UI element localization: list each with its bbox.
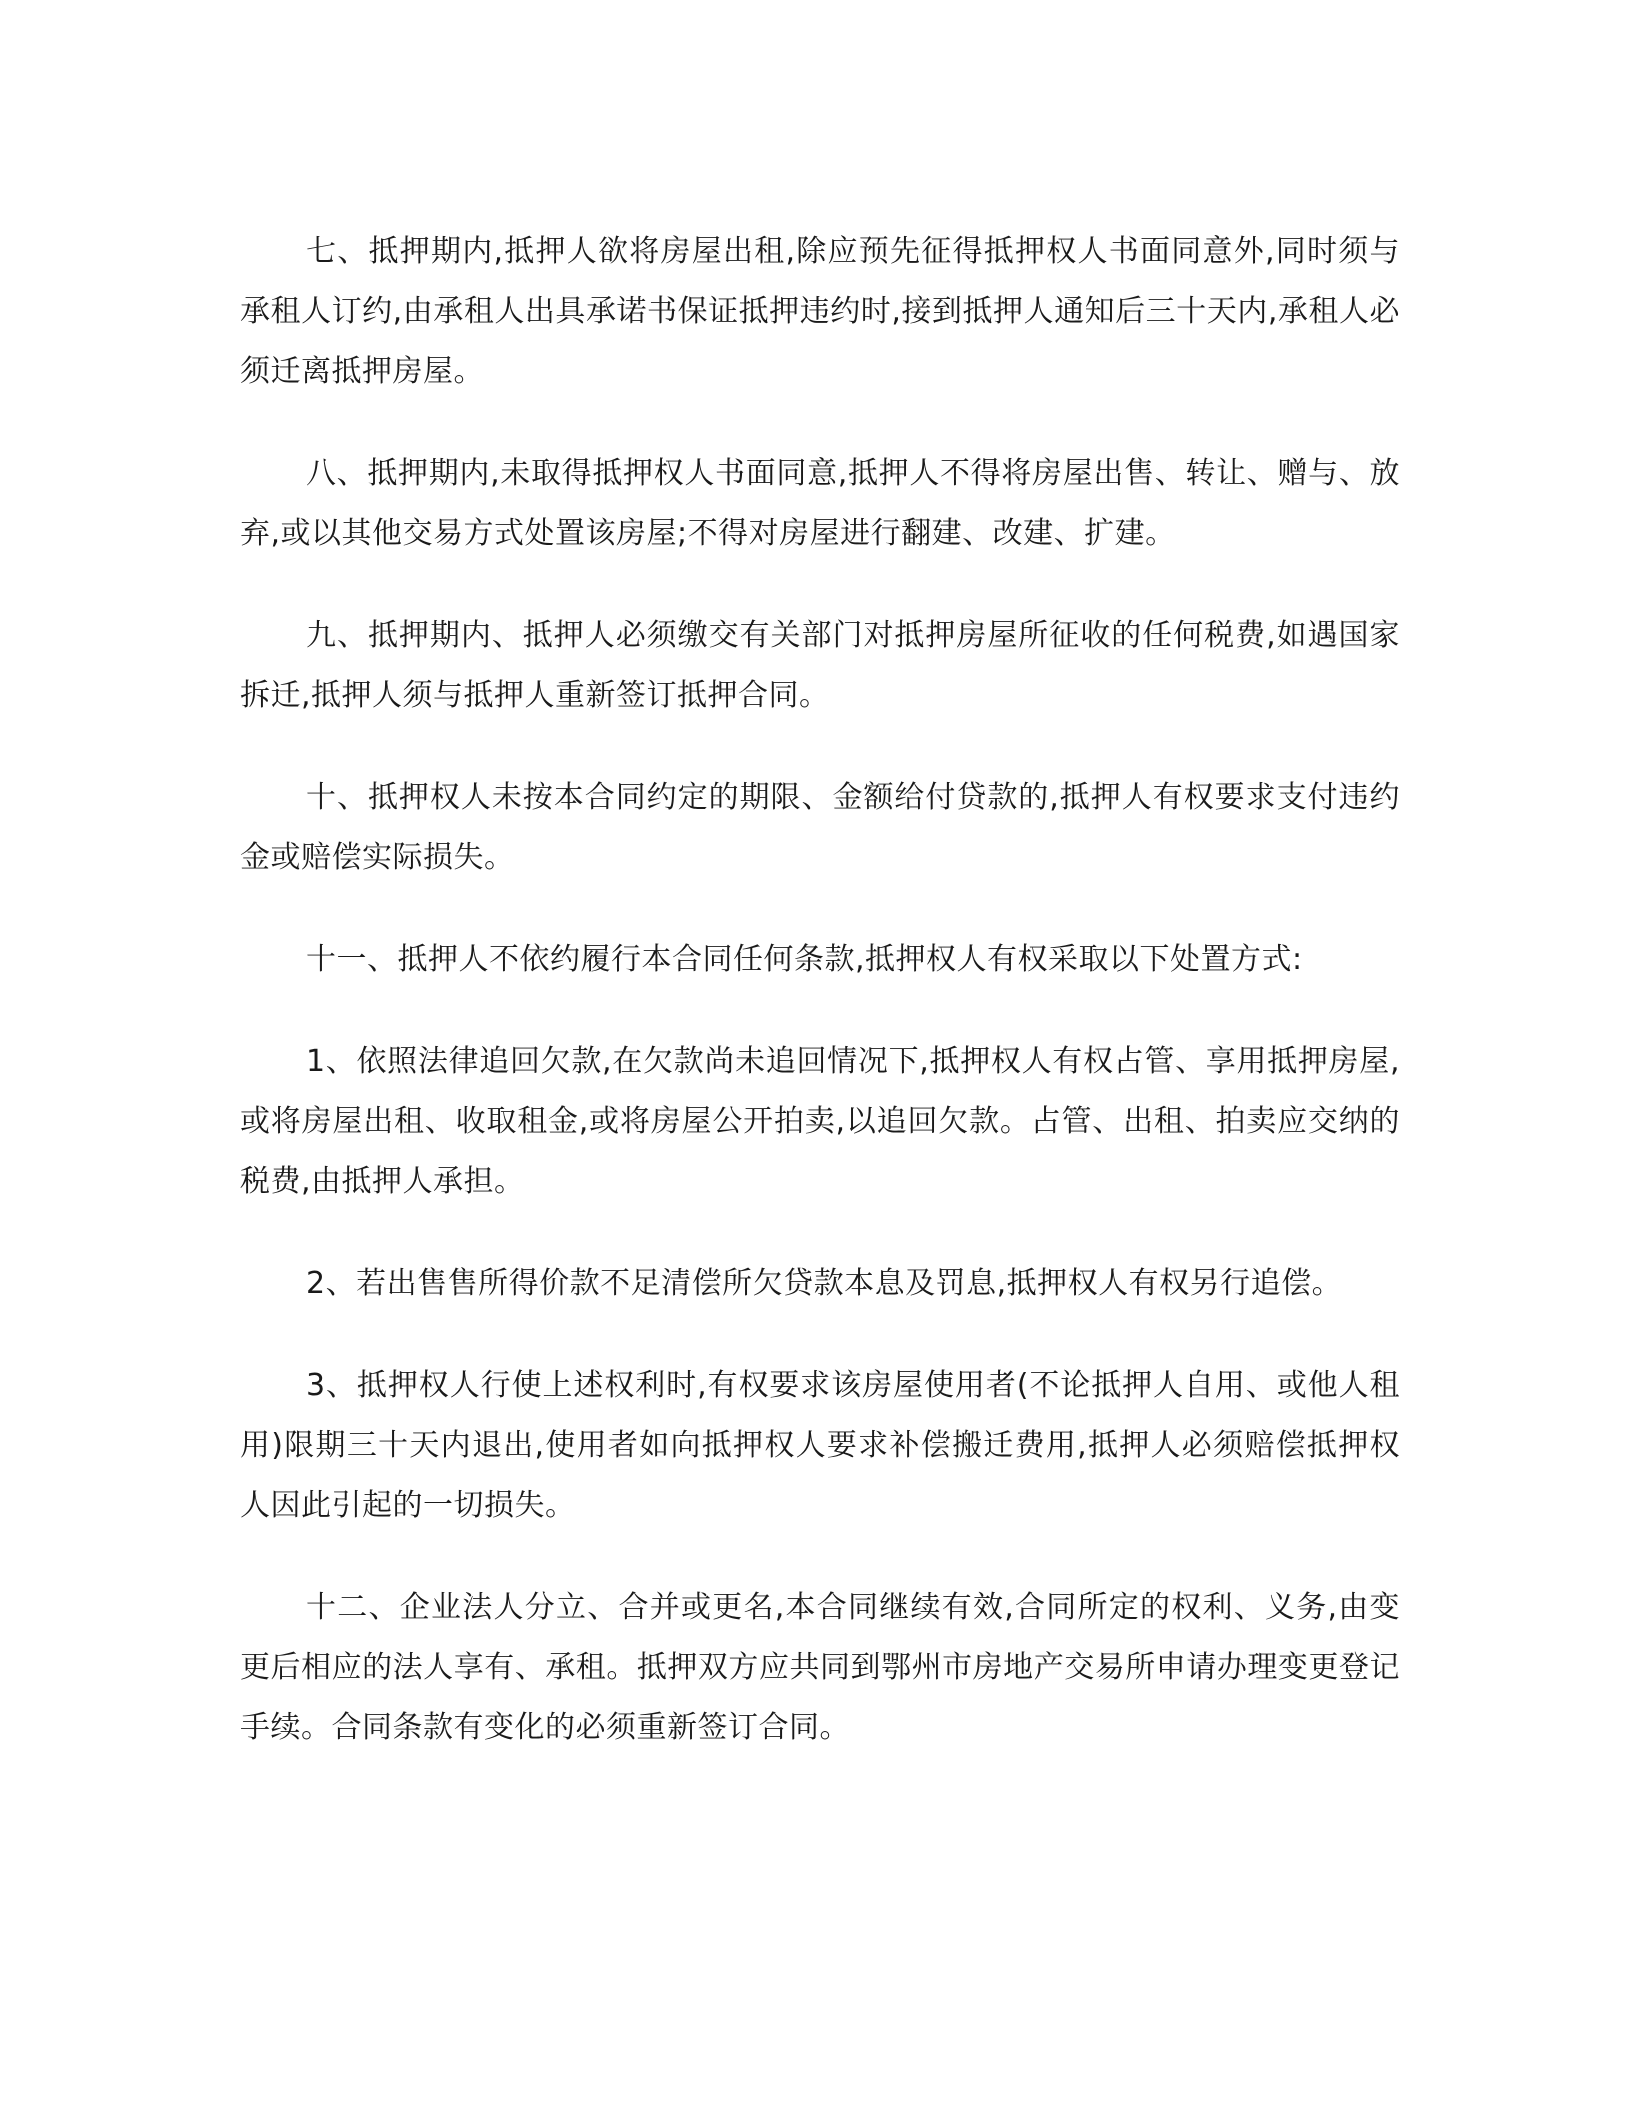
clause-10-paragraph: 十、抵押权人未按本合同约定的期限、金额给付贷款的,抵押人有权要求支付违约金或赔偿实际损失。 — [240, 780, 1400, 875]
clause-11-paragraph: 十一、抵押人不依约履行本合同任何条款,抵押权人有权采取以下处置方式: — [306, 942, 1303, 977]
clause-11-item-1: 1、依照法律追回欠款,在欠款尚未追回情况下,抵押权人有权占管、享用抵押房屋,或将房屋出租、收取租金,或将房屋公开拍卖,以追回欠款。占管、出租、拍卖应交纳的税费,由抵押人承担。 — [240, 1044, 1400, 1199]
clause-8-paragraph: 八、抵押期内,未取得抵押权人书面同意,抵押人不得将房屋出售、转让、赠与、放弃,或以其他交易方式处置该房屋;不得对房屋进行翻建、改建、扩建。 — [240, 456, 1400, 551]
clause-9-paragraph: 九、抵押期内、抵押人必须缴交有关部门对抵押房屋所征收的任何税费,如遇国家拆迁,抵押人须与抵押人重新签订抵押合同。 — [240, 618, 1400, 713]
clause-11-item-3: 3、抵押权人行使上述权利时,有权要求该房屋使用者(不论抵押人自用、或他人租用)限期三十天内退出,使用者如向抵押权人要求补偿搬迁费用,抵押人必须赔偿抵押权人因此引起的一切损失。 — [240, 1368, 1400, 1523]
document-body — [240, 222, 1400, 1800]
clause-7-paragraph: 七、抵押期内,抵押人欲将房屋出租,除应预先征得抵押权人书面同意外,同时须与承租人订约,由承租人出具承诺书保证抵押违约时,接到抵押人通知后三十天内,承租人必须迁离抵押房屋。 — [240, 234, 1400, 389]
clause-12-paragraph: 十二、企业法人分立、合并或更名,本合同继续有效,合同所定的权利、义务,由变更后相应的法人享有、承租。抵押双方应共同到鄂州市房地产交易所申请办理变更登记手续。合同条款有变化的必须重新签订合同。 — [240, 1590, 1400, 1745]
clause-11-item-2: 2、若出售售所得价款不足清偿所欠贷款本息及罚息,抵押权人有权另行追偿。 — [306, 1266, 1343, 1301]
